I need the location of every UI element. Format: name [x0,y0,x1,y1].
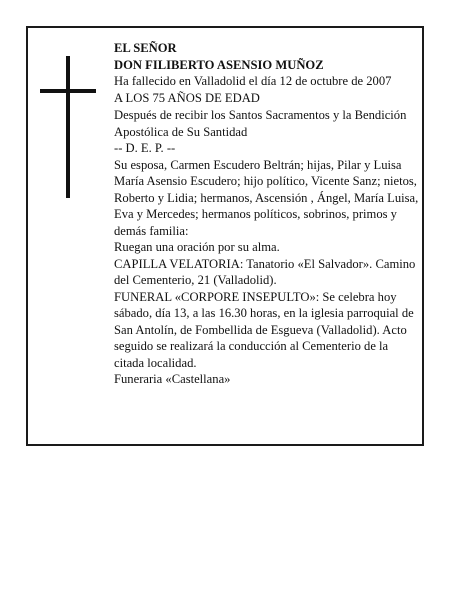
chapel-text: CAPILLA VELATORIA: Tanatorio «El Salvador». Camino del Cementerio, 21 (Valladolid). [114,256,416,287]
cross-vertical-bar [66,56,70,198]
notice-body [114,40,420,388]
family-text: Su esposa, Carmen Escudero Beltrán; hijas, Pilar y Luisa María Asensio Escudero; hijo político, Vicente Sanz; nietos, Roberto y Lidia; hermanos, Ascensión , Ángel, María Luisa, Eva y Mercedes; hermanos políticos, sobrinos, primos y demás familia: [114,157,419,238]
funeral-home-text: Funeraria «Castellana» [114,372,231,386]
deceased-name: DON FILIBERTO ASENSIO MUÑOZ [114,57,324,72]
funeral-text: FUNERAL «CORPORE INSEPULTO»: Se celebra hoy sábado, día 13, a las 16.30 horas, en la iglesia parroquial de San Antolín, de Fombellida de Esgueva (Valladolid). Acto seguido se realizará la conducción al Cementerio de la citada localidad. [114,289,414,370]
sacraments-text: Después de recibir los Santos Sacramentos y la Bendición Apostólica de Su Santidad [114,108,407,139]
obituary-notice [26,26,424,446]
cross-horizontal-bar [40,89,96,93]
notice-title-line-1: EL SEÑOR [114,41,177,55]
prayer-text: Ruegan una oración por su alma. [114,240,280,254]
rip-text: -- D. E. P. -- [114,141,176,155]
cross-icon [40,56,96,198]
death-date-line: Ha fallecido en Valladolid el día 12 de octubre de 2007 [114,74,392,88]
age-line: A LOS 75 AÑOS DE EDAD [114,90,260,105]
